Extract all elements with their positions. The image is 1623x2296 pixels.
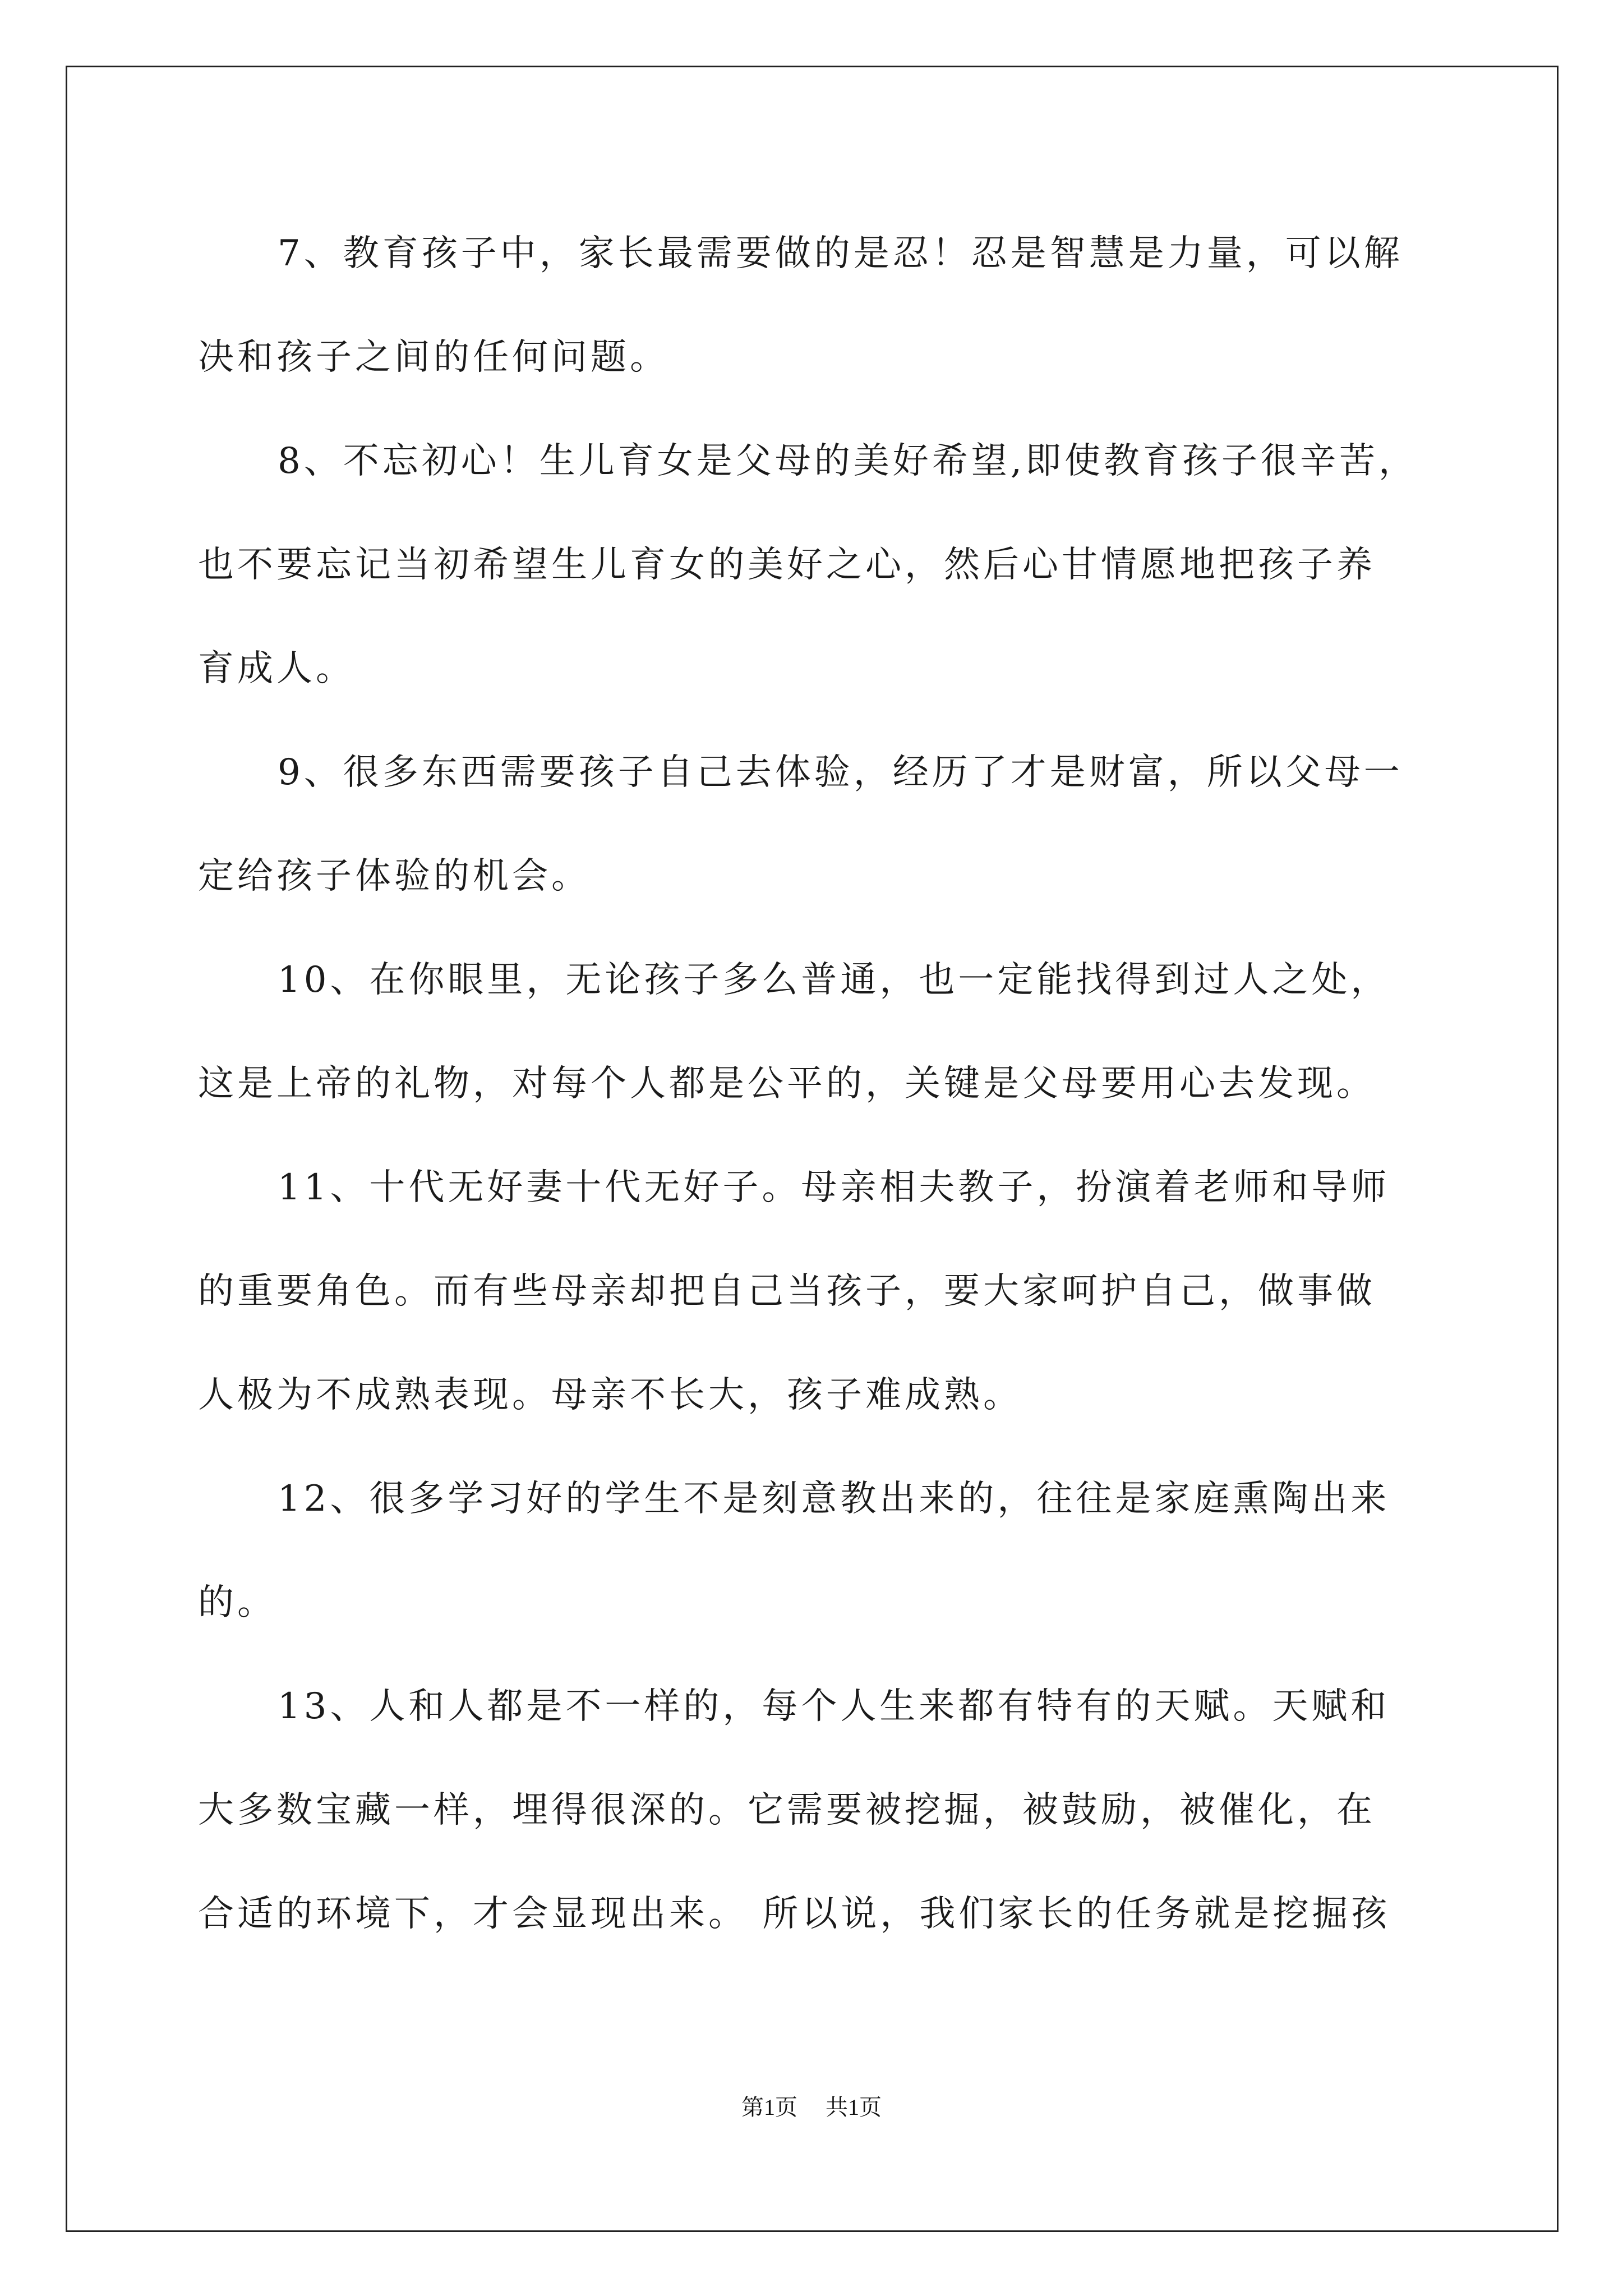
- text-line-8b: 也不要忘记当初希望生儿育女的美好之心，然后心甘情愿地把孩子养: [198, 544, 1376, 586]
- text-line-9a: 9、很多东西需要孩子自己去体验，经历了才是财富，所以父母一: [278, 752, 1403, 793]
- page-total: 共1页: [826, 2095, 882, 2120]
- text-line-11b: 的重要角色。而有些母亲却把自己当孩子，要大家呵护自己，做事做: [198, 1271, 1376, 1312]
- text-line-10a: 10、在你眼里，无论孩子多么普通，也一定能找得到过人之处，: [278, 959, 1390, 1001]
- text-line-7b: 决和孩子之间的任何问题。: [198, 337, 669, 378]
- document-body: [198, 220, 1425, 1984]
- text-line-13b: 大多数宝藏一样，埋得很深的。它需要被挖掘，被鼓励，被催化，在: [198, 1789, 1376, 1831]
- text-line-10b: 这是上帝的礼物，对每个人都是公平的，关键是父母要用心去发现。: [198, 1063, 1376, 1105]
- text-line-7a: 7、教育孩子中，家长最需要做的是忍！忍是智慧是力量，可以解: [278, 233, 1403, 274]
- text-line-13c: 合适的环境下，才会显现出来。 所以说，我们家长的任务就是挖掘孩: [198, 1893, 1391, 1935]
- text-line-8a: 8、不忘初心！生儿育女是父母的美好希望,即使教育孩子很辛苦，: [278, 440, 1418, 482]
- page-footer: [0, 2090, 1623, 2122]
- text-line-11c: 人极为不成熟表现。母亲不长大，孩子难成熟。: [198, 1374, 1022, 1416]
- text-line-11a: 11、十代无好妻十代无好子。母亲相夫教子，扮演着老师和导师: [278, 1167, 1390, 1208]
- page-number: 第1页: [741, 2095, 797, 2120]
- text-line-12a: 12、很多学习好的学生不是刻意教出来的，往往是家庭熏陶出来: [278, 1478, 1390, 1520]
- text-line-9b: 定给孩子体验的机会。: [198, 855, 591, 897]
- text-line-8c: 育成人。: [198, 648, 355, 689]
- text-line-12b: 的。: [198, 1582, 276, 1623]
- text-line-13a: 13、人和人都是不一样的，每个人生来都有特有的天赋。天赋和: [278, 1686, 1390, 1727]
